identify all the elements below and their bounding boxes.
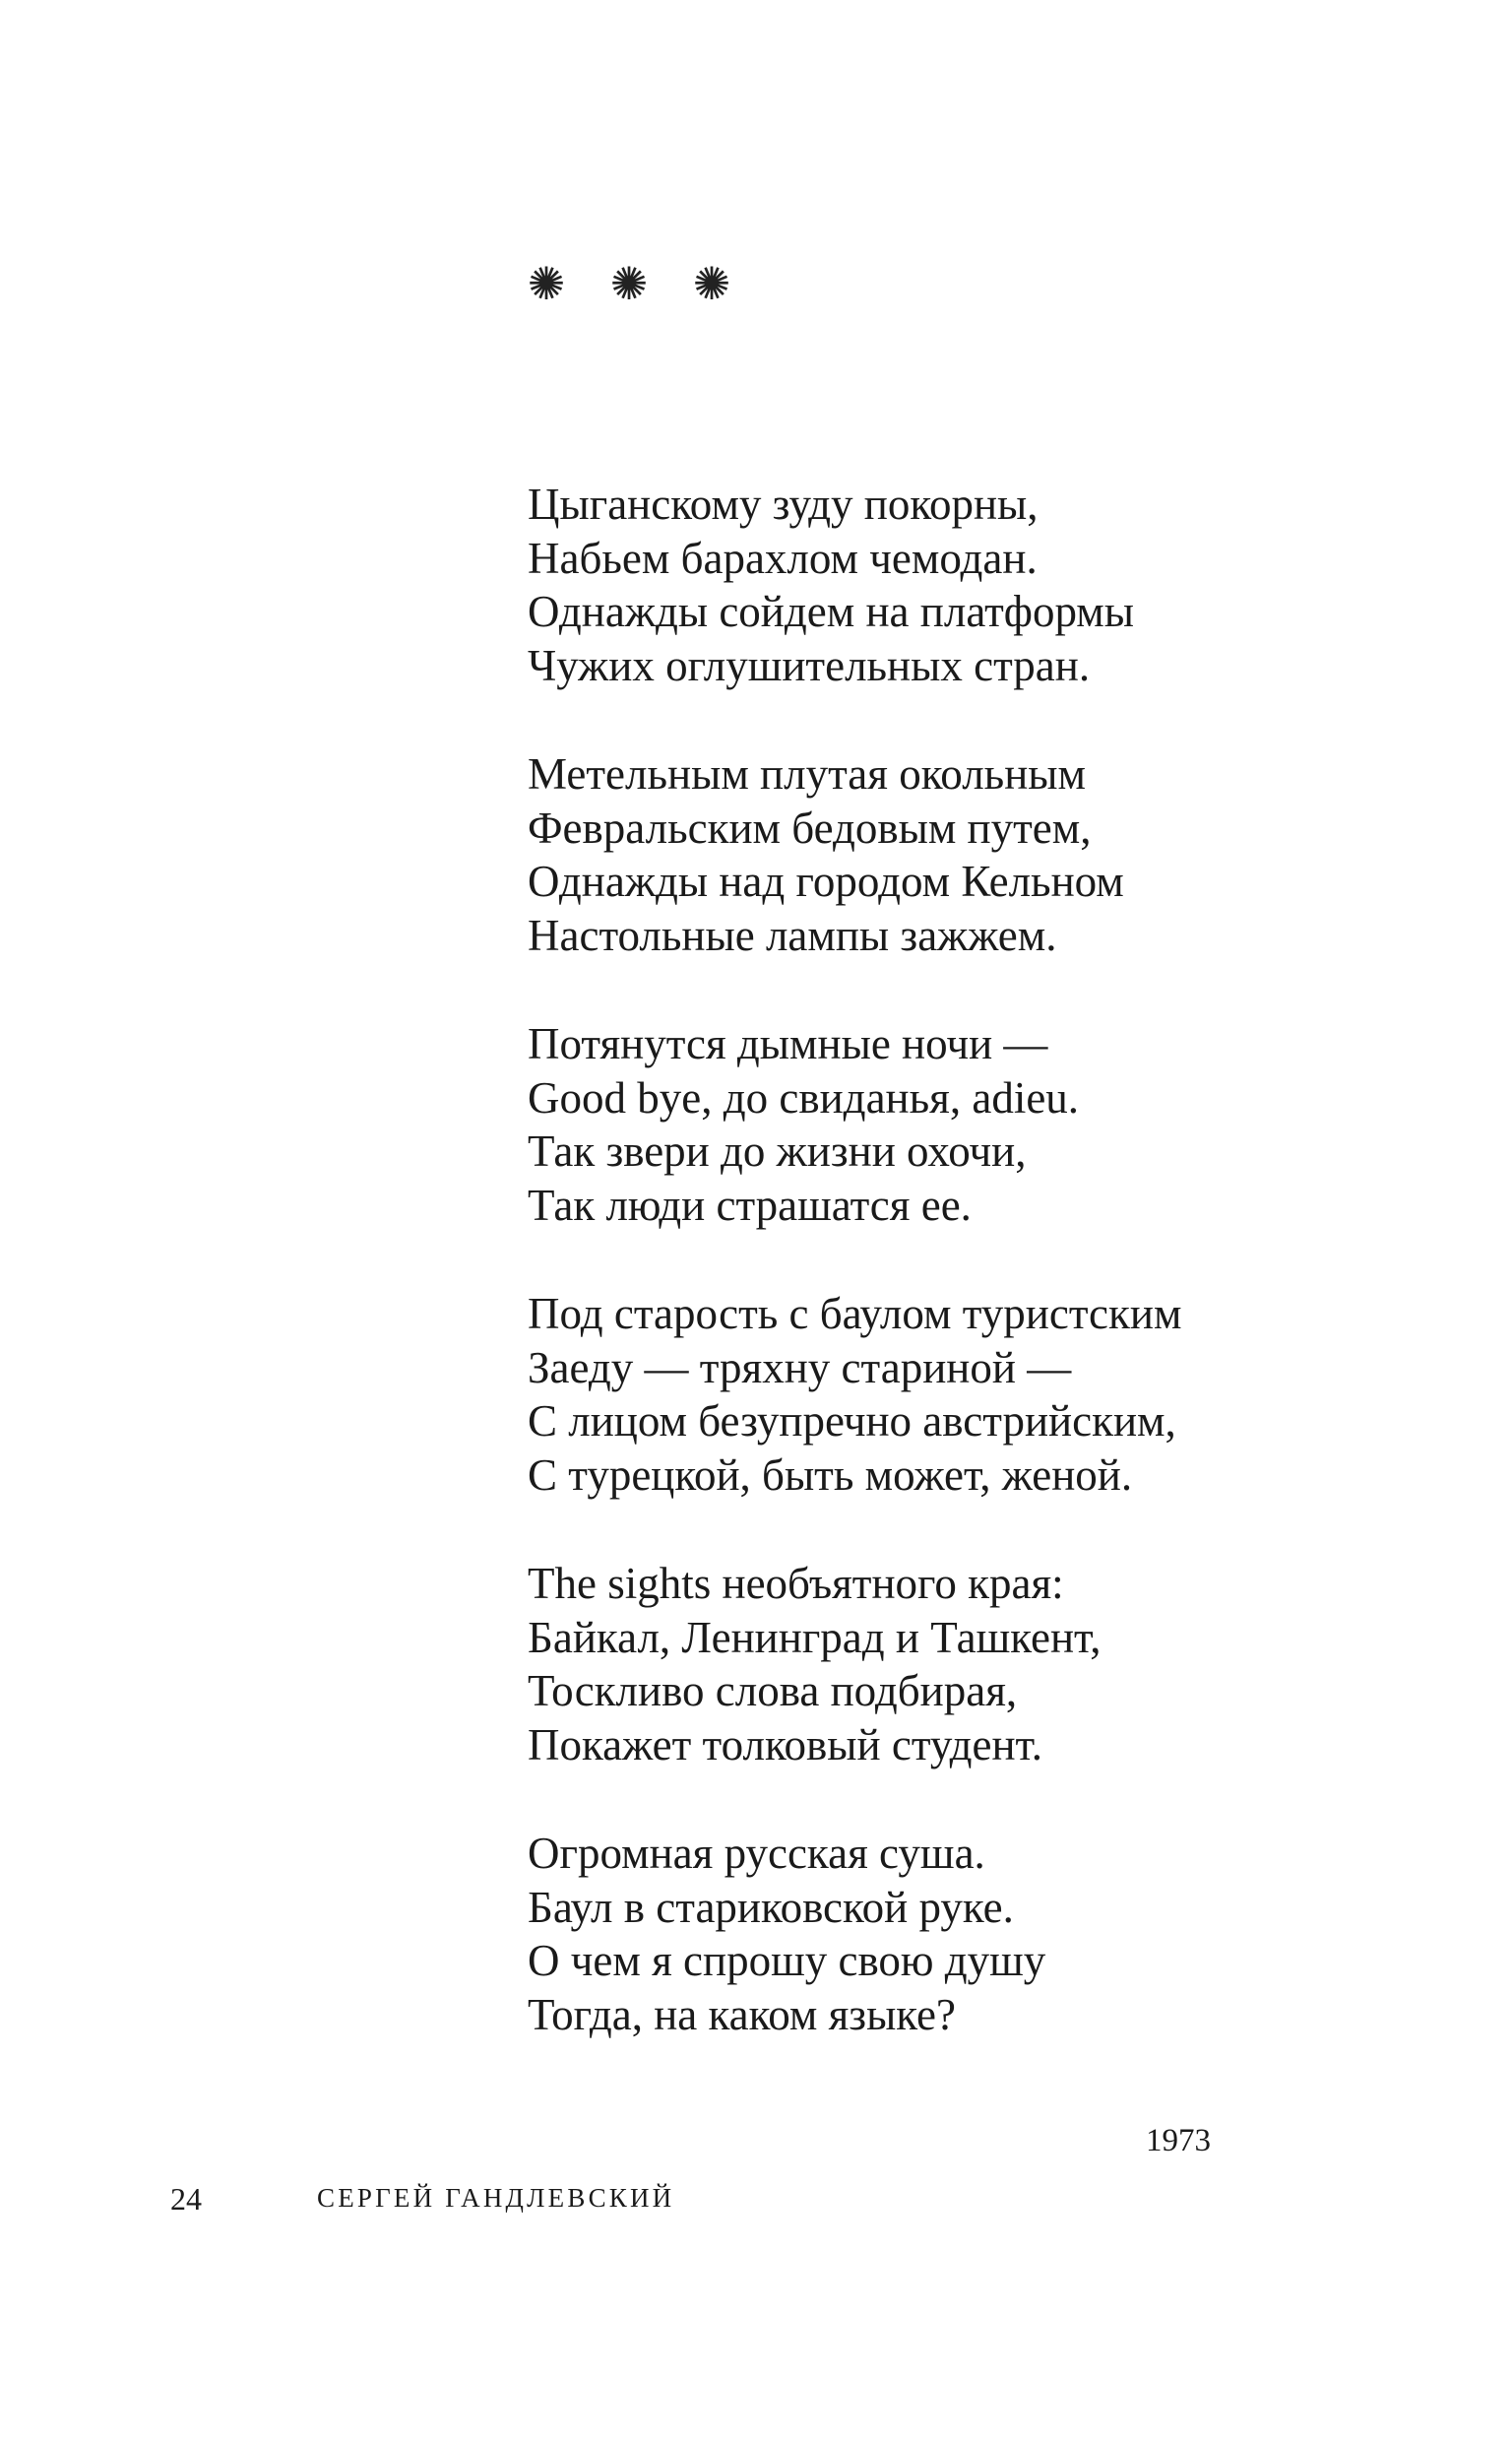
page-number: 24	[170, 2181, 202, 2217]
poem-line: Чужих оглушительных стран.	[528, 640, 1091, 690]
poem-line: С лицом безупречно австрийским,	[528, 1396, 1176, 1446]
poem-line: Огромная русская суша.	[528, 1829, 985, 1878]
poem-line: Покажет толковый студент.	[528, 1719, 1043, 1769]
section-ornament	[527, 257, 731, 310]
poem-line: Настольные лампы зажжем.	[528, 910, 1057, 960]
poem-line: Тогда, на каком языке?	[528, 1989, 956, 2039]
asterism-icon: ✺	[609, 257, 649, 310]
poem-line: Цыганскому зуду покорны,	[528, 480, 1039, 529]
poem-line: Потянутся дымные ночи —	[528, 1019, 1048, 1068]
asterism-icon: ✺	[692, 257, 731, 310]
stanza	[528, 1287, 1335, 1502]
poem-line: The sights необъятного края:	[528, 1559, 1064, 1608]
poem-line: Февральским бедовым путем,	[528, 803, 1092, 853]
poem-body	[528, 478, 1335, 2096]
poem-line: О чем я спрошу свою душу	[528, 1936, 1046, 1985]
poem-line: Однажды сойдем на платформы	[528, 587, 1134, 636]
poem-line: Метельным плутая окольным	[528, 749, 1086, 799]
poem-line: Заеду — тряхну стариной —	[528, 1342, 1072, 1392]
stanza	[528, 1557, 1335, 1771]
poem-date: 1973	[1146, 2123, 1211, 2158]
poem-line: Однажды над городом Кельном	[528, 857, 1124, 906]
poem-line: С турецкой, быть может, женой.	[528, 1449, 1133, 1500]
poem-line: Под старость с баулом туристским	[528, 1289, 1182, 1338]
running-head-author: СЕРГЕЙ ГАНДЛЕВСКИЙ	[317, 2183, 675, 2213]
poem-line: Баул в стариковской руке.	[528, 1882, 1014, 1932]
poem-line: Так люди страшатся ее.	[528, 1180, 972, 1230]
stanza	[528, 747, 1335, 962]
stanza	[528, 1017, 1335, 1232]
stanza	[528, 1827, 1335, 2041]
stanza	[528, 478, 1335, 692]
poem-line: Тоскливо слова подбирая,	[528, 1666, 1018, 1715]
poem-line: Набьем барахлом чемодан.	[528, 533, 1038, 583]
poem-line: Байкал, Ленинград и Ташкент,	[528, 1612, 1102, 1662]
poem-line: Так звери до жизни охочи,	[528, 1126, 1027, 1176]
asterism-icon: ✺	[527, 257, 566, 310]
poem-line: Good bye, до свиданья, adieu.	[528, 1072, 1080, 1123]
